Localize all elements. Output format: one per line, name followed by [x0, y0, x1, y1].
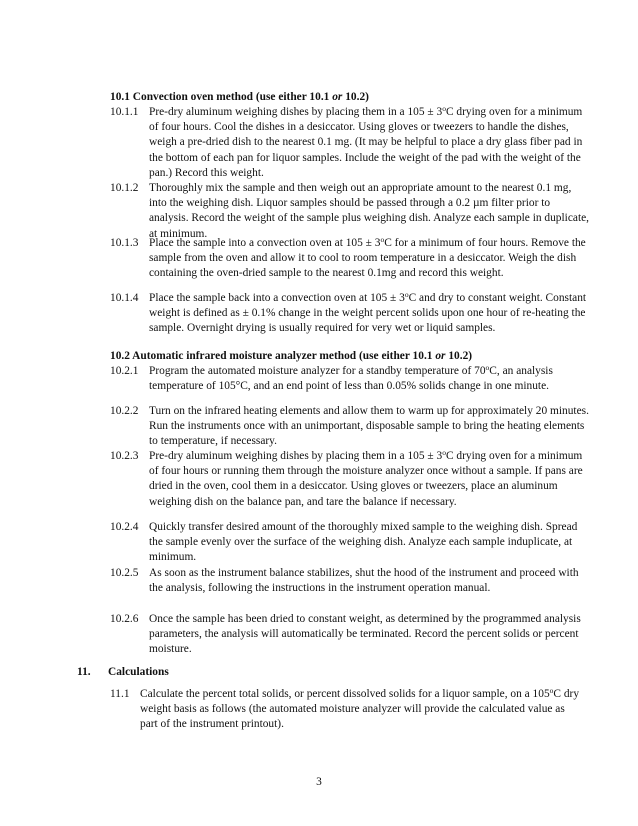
step-text: Quickly transfer desired amount of the thoroughly mixed sample to the weighing dish. Spread the sample evenly over the surface of the weighing dish. Analyze each sample induplicate, at minimum. — [149, 521, 578, 564]
step-text: As soon as the instrument balance stabilizes, shut the hood of the instrument and proceed with the analysis, following the instructions in the instrument operation manual. — [149, 567, 579, 595]
step-number: 11.1 — [110, 688, 130, 700]
step-10-1-4 — [110, 291, 590, 337]
section-heading-or: or — [332, 91, 343, 103]
step-number: 10.1.1 — [110, 106, 139, 118]
step-text: Pre-dry aluminum weighing dishes by placing them in a $105 \pm 3^oC$ drying oven for a minimum of four hours or running them through the moisture analyzer once without a sample. If pans are dried in the oven, cool them in a desiccator. Using gloves or tweezers, place an aluminum weighing dish on the balance pan, and tare the balance if necessary. — [149, 448, 583, 508]
section-number: 11. — [77, 666, 91, 678]
page-number: 3 — [316, 776, 322, 788]
step-text: Place the sample into a convection oven at $105 \pm 3^oC$ for a minimum of four hours. Remove the sample from the oven and allow it to cool to room temperature in a desiccator. Weigh the dish containing the oven-dried sample to the nearest 0.1mg and record this weight. — [149, 235, 586, 280]
step-10-2-5 — [110, 566, 590, 596]
step-text: Place the sample back into a convection oven at $105 \pm 3^oC$ and dry to constant weight. Constant weight is defined as ± 0.1% change in the weight percent solids upon one hour of re-heating the sample. Overnight drying is usually required for very wet or liquid samples. — [149, 290, 587, 335]
section-heading-suffix: 10.2) — [342, 91, 369, 103]
step-11-1 — [110, 687, 580, 733]
step-number: 10.2.5 — [110, 567, 139, 579]
section-heading-text: 10.1 Convection oven method (use either 10.1 — [110, 91, 333, 103]
step-10-1-2 — [110, 181, 590, 242]
step-text: Calculate the percent total solids, or percent dissolved solids for a liquor sample, on a 105$^o$C dry weight basis as follows (the automated moisture analyzer will provide the calculated value as part of the instrument printout). — [140, 686, 580, 731]
section-title: Calculations — [108, 666, 169, 678]
step-10-2-1 — [110, 364, 590, 394]
step-number: 10.2.4 — [110, 521, 139, 533]
section-heading-10-2 — [110, 349, 472, 364]
step-number: 10.2.1 — [110, 365, 139, 377]
section-heading-or: or — [435, 350, 446, 362]
step-text: Program the automated moisture analyzer for a standby temperature of 70$^o$C, an analysis temperature of 105°C, and an end point of less than 0.05% solids change in one minute. — [149, 363, 553, 393]
section-heading-text: 10.2 Automatic infrared moisture analyzer method (use either 10.1 — [110, 350, 436, 362]
step-10-2-6 — [110, 612, 590, 658]
step-10-2-3 — [110, 449, 590, 510]
step-number: 10.1.4 — [110, 292, 139, 304]
step-10-2-2 — [110, 404, 590, 450]
step-text: Pre-dry aluminum weighing dishes by placing them in a $105 \pm 3^oC$ drying oven for a minimum of four hours. Cool the dishes in a desiccator. Using gloves or tweezers to handle the dishes, weigh a pre-dried dish to the nearest 0.1 mg. (It may be helpful to place a dry glass fiber pad in the bottom of each pan for liquor samples. Include the weight of the pad with the weight of the pan.) Record this weight. — [149, 104, 583, 179]
step-text: Turn on the infrared heating elements and allow them to warm up for approximately 20 minutes. Run the instruments once with an unimportant, disposable sample to bring the heating elements to temperature, if necessary. — [149, 405, 589, 448]
section-heading-10-1 — [110, 90, 369, 105]
section-heading-calculations — [77, 665, 169, 680]
section-heading-suffix: 10.2) — [445, 350, 473, 362]
step-text: Thoroughly mix the sample and then weigh out an appropriate amount to the nearest 0.1 mg, into the weighing dish. Liquor samples should be passed through a 0.2 µm filter prior to analysis. Record the weight of the sample plus weighing dish. Analyze each sample in duplicate, at minimum. — [149, 182, 590, 240]
step-number: 10.1.2 — [110, 182, 139, 194]
step-10-1-3 — [110, 236, 590, 282]
step-number: 10.1.3 — [110, 237, 139, 249]
step-10-2-4 — [110, 520, 590, 566]
step-10-1-1 — [110, 105, 590, 181]
step-number: 10.2.2 — [110, 405, 139, 417]
step-text: Once the sample has been dried to constant weight, as determined by the programmed analysis parameters, the analysis will automatically be terminated. Record the percent solids or percent moisture. — [149, 613, 581, 656]
step-number: 10.2.6 — [110, 613, 139, 625]
step-number: 10.2.3 — [110, 450, 139, 462]
